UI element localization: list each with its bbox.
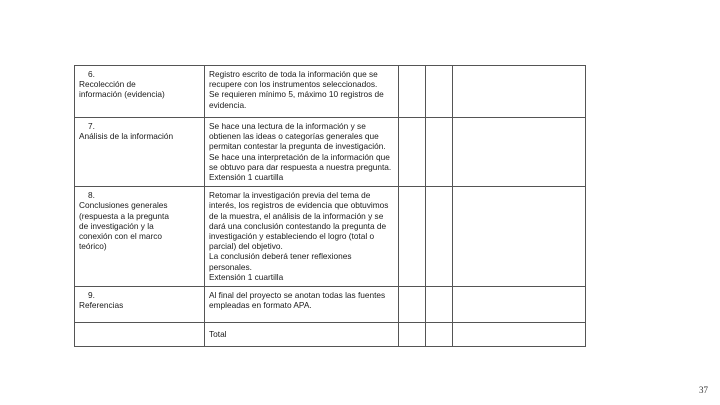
description-line: Se hace una interpretación de la información que se obtuvo para dar respuesta a nuestra pregunta.	[209, 151, 392, 172]
table-row	[75, 66, 586, 118]
description-line: Se hace una lectura de la información y se obtienen las ideas o categorías generales que permitan contestar la pregunta de investigación.	[209, 121, 386, 152]
criterion-label: Conclusiones generales (respuesta a la pregunta de investigación y la conexión con el marco teórico)	[79, 200, 169, 252]
score-cell	[426, 323, 453, 347]
score-cell	[399, 66, 426, 118]
criterion-label: Recolección de información (evidencia)	[79, 79, 165, 100]
row-number: 8.	[88, 190, 95, 201]
comment-cell	[453, 118, 586, 187]
description-cell	[205, 187, 399, 287]
total-cell	[205, 323, 399, 347]
criterion-cell	[75, 187, 205, 287]
description-line: La conclusión deberá tener reflexiones personales.	[209, 251, 352, 272]
criterion-label: Análisis de la información	[79, 131, 174, 142]
criterion-cell	[75, 118, 205, 187]
score-cell	[426, 66, 453, 118]
empty-cell	[75, 323, 205, 347]
row-number: 6.	[88, 69, 95, 79]
comment-cell	[453, 66, 586, 118]
comment-cell	[453, 187, 586, 287]
criterion-cell	[75, 287, 205, 323]
description-line: Se requieren mínimo 5, máximo 10 registros de evidencia.	[209, 89, 384, 110]
comment-cell	[453, 323, 586, 347]
criterion-cell	[75, 66, 205, 118]
description-cell	[205, 287, 399, 323]
total-label: Total	[209, 329, 227, 340]
table-row-total	[75, 323, 586, 347]
description-line: Retomar la investigación previa del tema de interés, los registros de evidencia que obtuvimos de la muestra, el análisis de la información y se dará una conclusión contestando la pregunta de investigación y estableciendo el logro (total o parcial) del objetivo.	[209, 190, 389, 252]
comment-cell	[453, 287, 586, 323]
score-cell	[399, 323, 426, 347]
description-cell	[205, 66, 399, 118]
score-cell	[399, 187, 426, 287]
description-line: Extensión 1 cuartilla	[209, 271, 284, 282]
score-cell	[399, 118, 426, 187]
description-line: Al final del proyecto se anotan todas las fuentes empleadas en formato APA.	[209, 290, 386, 311]
row-number: 9.	[88, 290, 95, 301]
description-line: Registro escrito de toda la información que se recupere con los instrumentos seleccionados.	[209, 69, 378, 90]
description-cell	[205, 118, 399, 187]
table-row	[75, 118, 586, 187]
table-row	[75, 187, 586, 287]
table-row	[75, 287, 586, 323]
score-cell	[426, 187, 453, 287]
rubric-table	[74, 65, 586, 347]
page-number: 37	[699, 385, 708, 395]
description-line: Extensión 1 cuartilla	[209, 172, 284, 183]
score-cell	[426, 287, 453, 323]
row-number: 7.	[88, 121, 95, 131]
score-cell	[399, 287, 426, 323]
score-cell	[426, 118, 453, 187]
criterion-label: Referencias	[79, 300, 124, 311]
